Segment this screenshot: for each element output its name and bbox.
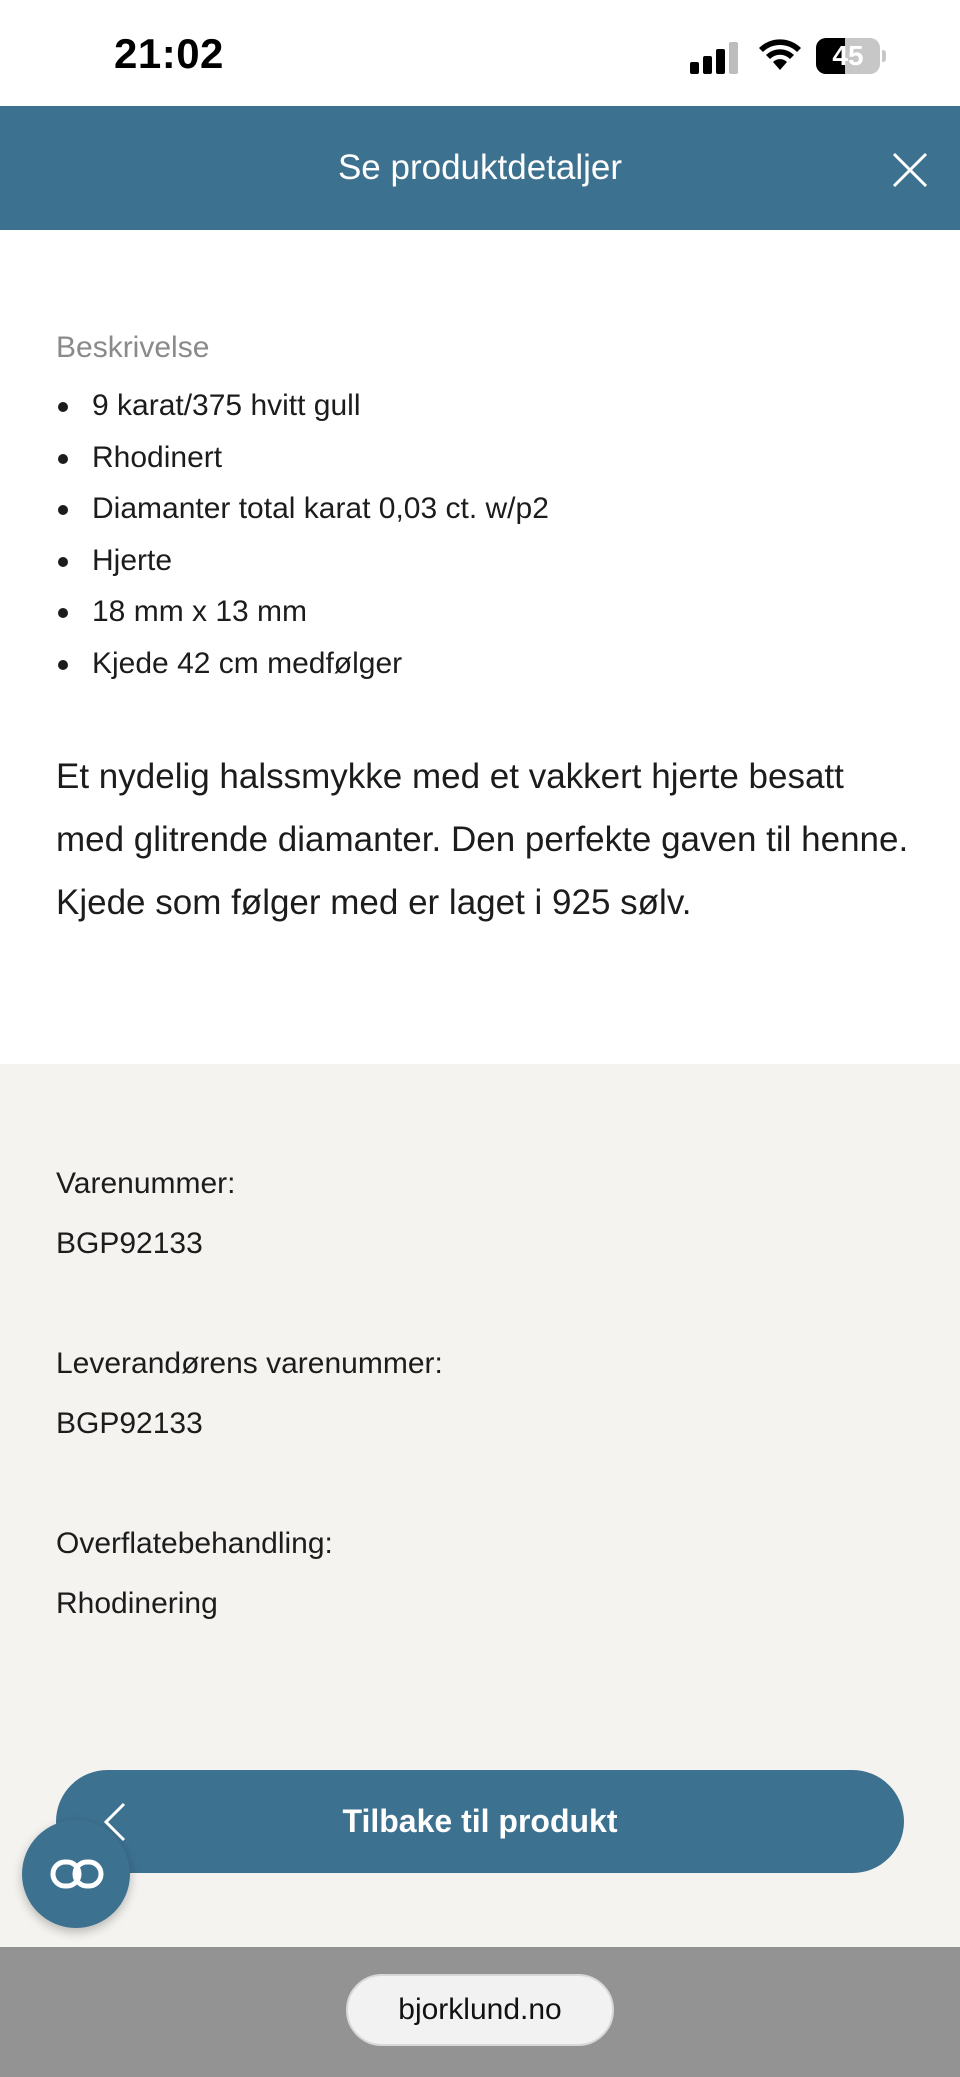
- modal-header: [0, 106, 960, 230]
- supplier-item-number-value: BGP92133: [56, 1407, 203, 1440]
- address-bar[interactable]: [346, 1974, 614, 2046]
- item-number-label: Varenummer:: [56, 1167, 236, 1200]
- back-to-product-button[interactable]: [56, 1770, 904, 1873]
- back-button-label: Tilbake til produkt: [342, 1803, 618, 1839]
- surface-treatment-value: Rhodinering: [56, 1587, 218, 1620]
- list-item: 18 mm x 13 mm: [56, 586, 916, 638]
- description-section: [56, 330, 916, 690]
- list-item: 9 karat/375 hvitt gull: [56, 380, 916, 432]
- surface-treatment: [56, 1526, 333, 1622]
- status-time: 21:02: [114, 30, 224, 77]
- url-text: bjorklund.no: [398, 1993, 562, 2026]
- chat-button[interactable]: [22, 1820, 130, 1928]
- item-number: [56, 1166, 236, 1262]
- browser-bottom-bar: [0, 1947, 960, 2077]
- supplier-item-number-label: Leverandørens varenummer:: [56, 1347, 443, 1380]
- item-number-value: BGP92133: [56, 1227, 203, 1260]
- list-item: Kjede 42 cm medfølger: [56, 638, 916, 690]
- status-bar: [0, 0, 960, 106]
- cellular-signal-icon: [690, 40, 742, 74]
- description-list: [56, 380, 916, 690]
- list-item: Diamanter total karat 0,03 ct. w/p2: [56, 483, 916, 535]
- surface-treatment-label: Overflatebehandling:: [56, 1527, 333, 1560]
- description-label: Beskrivelse: [56, 331, 210, 364]
- close-icon[interactable]: [886, 146, 934, 194]
- description-paragraph: Et nydelig halssmykke med et vakkert hjerte besatt med glitrende diamanter. Den perfekte gaven til henne. Kjede som følger med er laget i 925 sølv.: [56, 757, 909, 922]
- list-item: Rhodinert: [56, 432, 916, 484]
- wifi-icon: [756, 36, 804, 72]
- supplier-item-number: [56, 1346, 443, 1442]
- battery-icon: [816, 38, 886, 74]
- chat-icon: [50, 1856, 104, 1892]
- modal-title: Se produktdetaljer: [337, 148, 623, 187]
- battery-percent: 45: [832, 40, 864, 71]
- list-item: Hjerte: [56, 535, 916, 587]
